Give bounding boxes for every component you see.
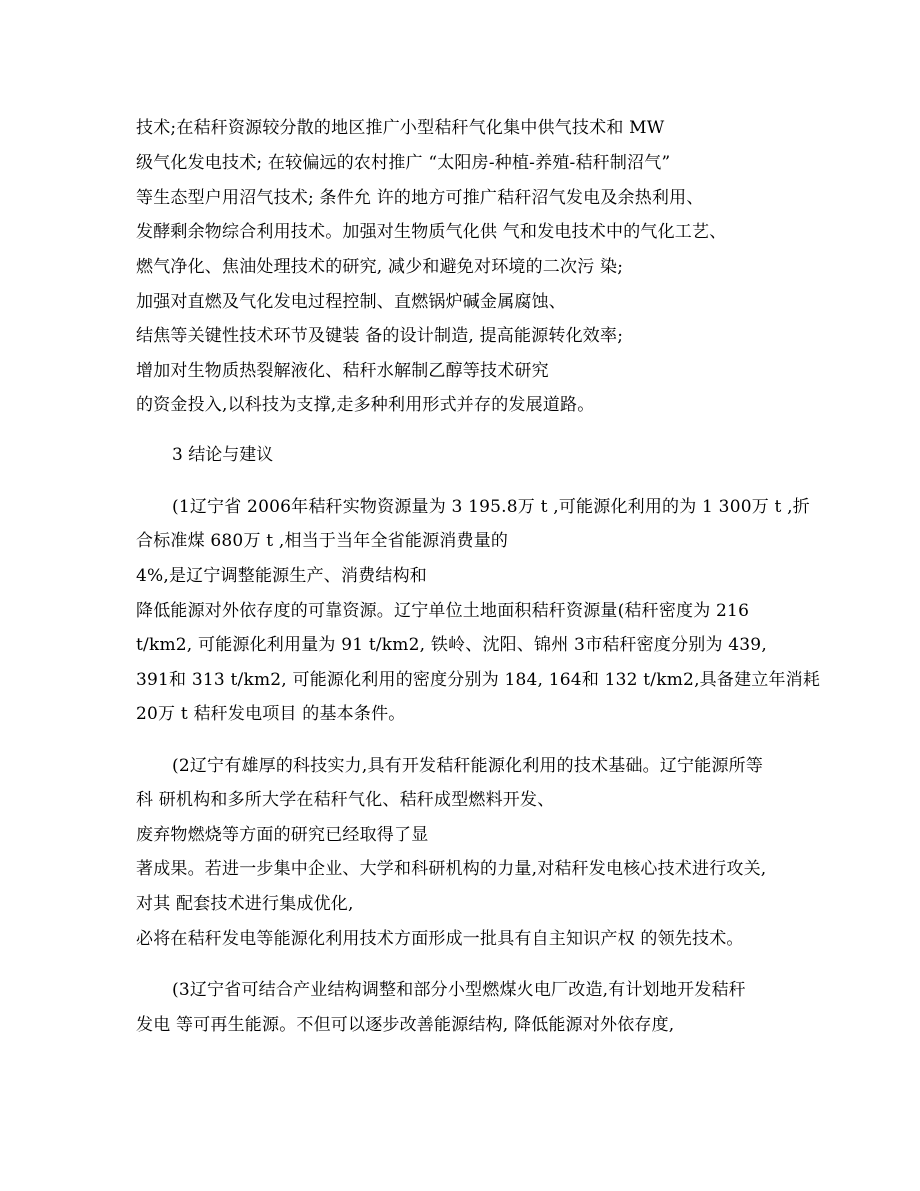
text-line: 对其 配套技术进行集成优化,	[136, 894, 354, 914]
text-line: 降低能源对外依存度的可靠资源。辽宁单位土地面积秸秆资源量(秸秆密度为 216	[136, 601, 750, 621]
text-line: (3辽宁省可结合产业结构调整和部分小型燃煤火电厂改造,有计划地开发秸秆	[172, 980, 746, 1000]
text-line: 增加对生物质热裂解液化、秸秆水解制乙醇等技术研究	[136, 361, 549, 381]
text-line: 4%,是辽宁调整能源生产、消费结构和	[136, 566, 427, 586]
section-heading: 3 结论与建议	[172, 445, 274, 465]
text-line: 加强对直燃及气化发电过程控制、直燃锅炉碱金属腐蚀、	[136, 292, 566, 312]
text-line: 燃气净化、焦油处理技术的研究, 减少和避免对环境的二次污 染;	[136, 257, 624, 277]
text-line: 发电 等可再生能源。不但可以逐步改善能源结构, 降低能源对外依存度,	[136, 1015, 675, 1035]
text-line: 391和 313 t/km2, 可能源化利用的密度分别为 184, 164和 132 t/km2,具备建立年消耗	[136, 670, 821, 690]
text-line: t/km2, 可能源化利用量为 91 t/km2, 铁岭、沈阳、锦州 3市秸秆密度分别为 439,	[136, 635, 767, 655]
text-line: 20万 t 秸秆发电项目 的基本条件。	[136, 704, 406, 724]
text-line: 的资金投入,以科技为支撑,走多种利用形式并存的发展道路。	[136, 395, 595, 415]
text-line: (2辽宁有雄厚的科技实力,具有开发秸秆能源化利用的技术基础。辽宁能源所等	[172, 756, 764, 776]
text-line: 著成果。若进一步集中企业、大学和科研机构的力量,对秸秆发电核心技术进行攻关,	[136, 859, 767, 879]
text-line: 合标准煤 680万 t ,相当于当年全省能源消费量的	[136, 531, 509, 551]
text-line: 结焦等关键性技术环节及键装 备的设计制造, 提高能源转化效率;	[136, 326, 624, 346]
text-line: 科 研机构和多所大学在秸秆气化、秸秆成型燃料开发、	[136, 790, 555, 810]
text-line: 必将在秸秆发电等能源化利用技术方面形成一批具有自主知识产权 的领先技术。	[136, 929, 744, 949]
text-line: 等生态型户用沼气技术; 条件允 许的地方可推广秸秆沼气发电及余热利用、	[136, 188, 704, 208]
text-line: 废弃物燃烧等方面的研究已经取得了显	[136, 825, 429, 845]
text-line: (1辽宁省 2006年秸秆实物资源量为 3 195.8万 t ,可能源化利用的为 1 300万 t ,折	[172, 497, 810, 517]
text-line: 级气化发电技术; 在较偏远的农村推广 “太阳房-种植-养殖-秸秆制沼气”	[136, 153, 671, 173]
text-line: 技术;在秸秆资源较分散的地区推广小型秸秆气化集中供气技术和 MW	[136, 118, 665, 138]
text-line: 发酵剩余物综合利用技术。加强对生物质气化供 气和发电技术中的气化工艺、	[136, 222, 727, 242]
